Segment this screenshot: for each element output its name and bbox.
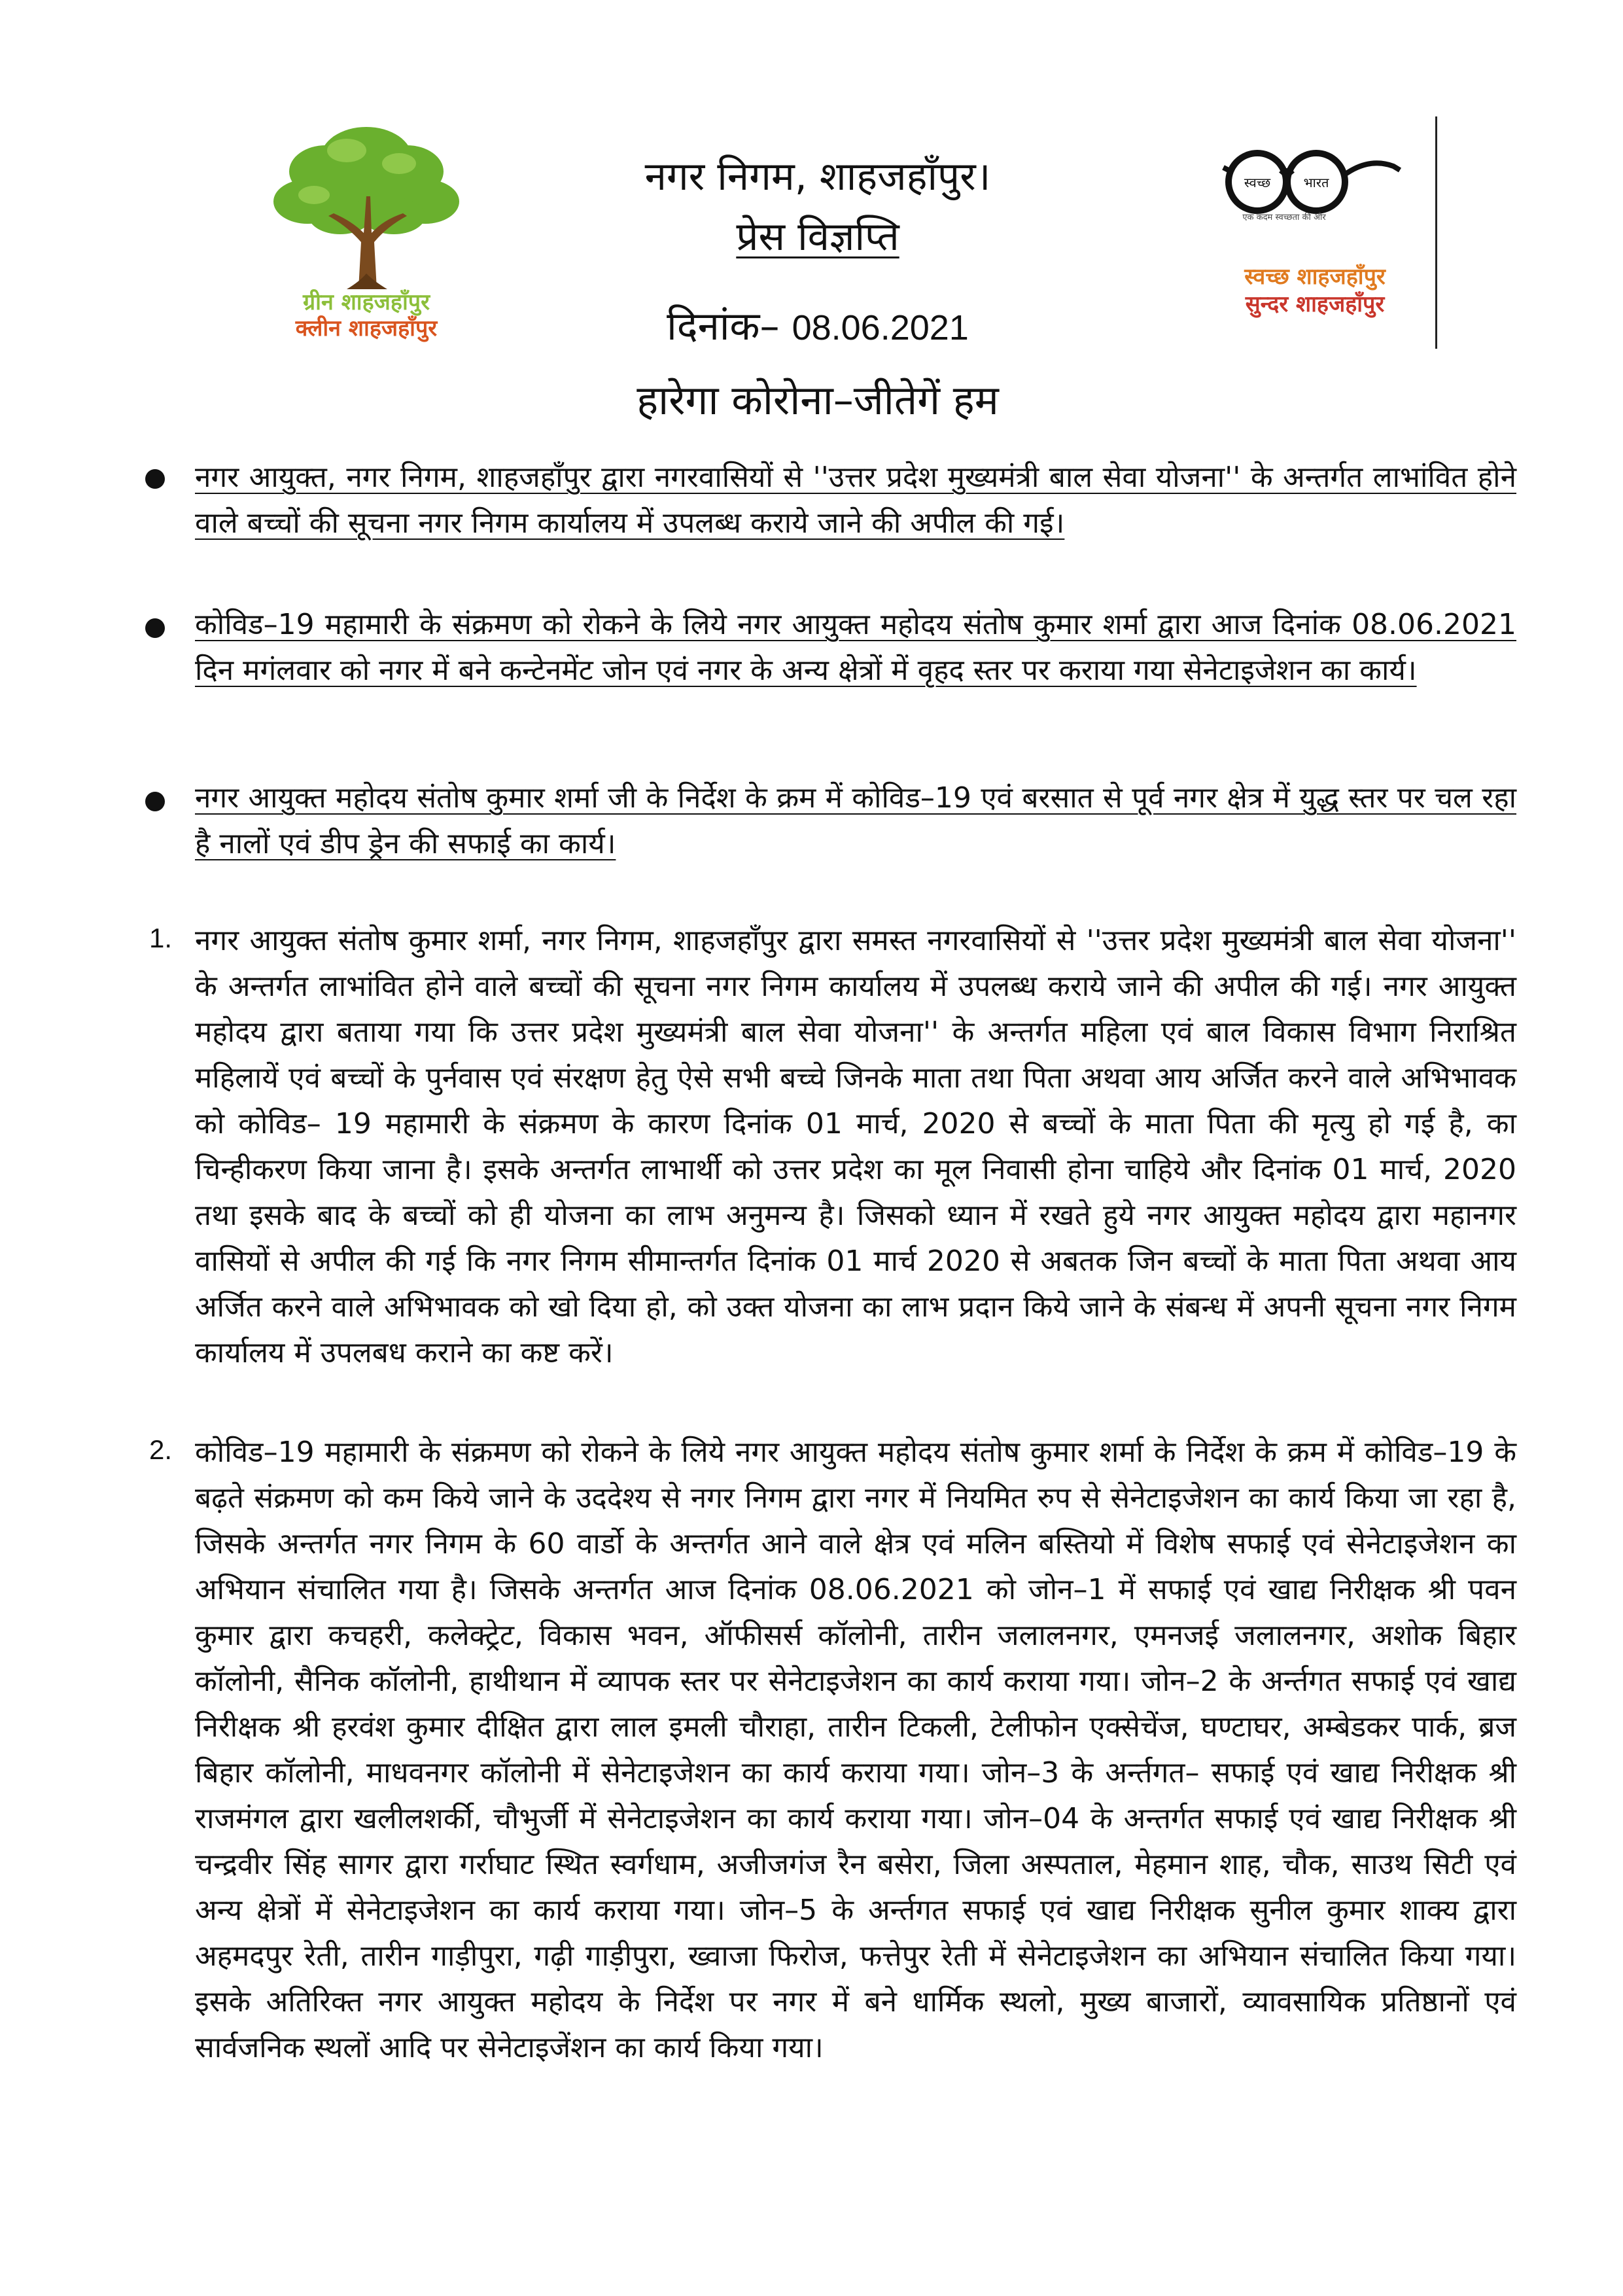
section-1-text: नगर आयुक्त संतोष कुमार शर्मा, नगर निगम, शाहजहाँपुर द्वारा समस्त नगरवासियों से ''उत्तर प्रदेश मुख्यमंत्री बाल सेवा योजना'' के अन्तर्गत लाभांवित होने वाले बच्चों की सूचना नगर निगम कार्यालय में उपलब्ध कराये जाने की अपील की गई। नगर आयुक्त महोदय द्वारा बताया गया कि उत्तर प्रदेश मुख्यमंत्री बाल सेवा योजना'' के अन्तर्गत महिला एवं बाल विकास विभाग निराश्रित महिलायें एवं बच्चों के पुर्नवास एवं संरक्षण हेतु ऐसे सभी बच्चे जिनके माता तथा पिता अथवा आय अर्जित करने वाले अभिभावक को कोविड– 19 महामारी के संक्रमण के कारण दिनांक 01 मार्च, 2020 से बच्चों के माता पिता की मृत्यु हो गई है, का चिन्हीकरण किया जाना है। इसके अन्तर्गत लाभार्थी को उत्तर प्रदेश का मूल निवासी होना चाहिये और दिनांक 01 मार्च, 2020 तथा इसके बाद के बच्चों को ही योजना का लाभ अनुमन्य है। जिसको ध्यान में रखते हुये नगर आयुक्त महोदय द्वारा महानगर वासियों से अपील की गई कि नगर निगम सीमान्तर्गत दिनांक 01 मार्च 2020 से अबतक जिन बच्चों के माता पिता अथवा आय अर्जित करने वाले अभिभावक को खो दिया हो, को उक्त योजना का लाभ प्रदान किये जाने के संबन्ध में अपनी सूचना नगर निगम कार्यालय में उपलबध कराने का कष्ट करें। bbox=[195, 924, 1516, 1369]
swachh-bharat-logo bbox=[1217, 137, 1413, 347]
right-logo-caption-2: सुन्दर शाहजहाँपुर bbox=[1245, 291, 1385, 317]
slogan: हारेगा कोरोना–जीतेगें हम bbox=[637, 376, 999, 424]
highlight-3: नगर आयुक्त महोदय संतोष कुमार शर्मा जी के निर्देश के क्रम में कोविड–19 एवं बरसात से पूर्व नगर क्षेत्र में युद्ध स्तर पर चल रहा है नालों एवं डीप ड्रेन की सफाई का कार्य। bbox=[195, 781, 1516, 860]
green-shahjahanpur-logo bbox=[255, 118, 478, 353]
header-divider bbox=[1435, 116, 1437, 349]
section-1-number: 1. bbox=[149, 923, 173, 953]
bullet-icon bbox=[145, 469, 165, 489]
bullet-icon bbox=[145, 618, 165, 638]
section-2-text: कोविड–19 महामारी के संक्रमण को रोकने के लिये नगर आयुक्त महोदय संतोष कुमार शर्मा के निर्देश के क्रम में कोविड–19 के बढ़ते संक्रमण को कम किये जाने के उददेश्य से नगर निगम द्वारा नगर में नियमित रुप से सेनेटाइजेशन का कार्य किया जा रहा है, जिसके अन्तर्गत नगर निगम के 60 वार्डो के अन्तर्गत आने वाले क्षेत्र एवं मलिन बस्तियो में विशेष सफाई एवं सेनेटाइजेशन का अभियान संचालित गया है। जिसके अन्तर्गत आज दिनांक 08.06.2021 को जोन–1 में सफाई एवं खाद्य निरीक्षक श्री पवन कुमार द्वारा कचहरी, कलेक्ट्रेट, विकास भवन, ऑफीसर्स कॉलोनी, तारीन जलालनगर, एमनजई जलालनगर, अशोक बिहार कॉलोनी, सैनिक कॉलोनी, हाथीथान में व्यापक स्तर पर सेनेटाइजेशन का कार्य कराया गया। जोन–2 के अर्न्तगत सफाई एवं खाद्य निरीक्षक श्री हरवंश कुमार दीक्षित द्वारा लाल इमली चौराहा, तारीन टिकली, टेलीफोन एक्सेचेंज, घण्टाघर, अम्बेडकर पार्क, ब्रज बिहार कॉलोनी, माधवनगर कॉलोनी में सेनेटाइजेशन का कार्य कराया गया। जोन–3 के अर्न्तगत– सफाई एवं खाद्य निरीक्षक श्री राजमंगल द्वारा खलीलशर्की, चौभुर्जी में सेनेटाइजेशन का कार्य कराया गया। जोन–04 के अन्तर्गत सफाई एवं खाद्य निरीक्षक श्री चन्द्रवीर सिंह सागर द्वारा गर्राघाट स्थित स्वर्गधाम, अजीजगंज रैन बसेरा, जिला अस्पताल, मेहमान शाह, चौक, साउथ सिटी एवं अन्य क्षेत्रों में सेनेटाइजेशन का कार्य कराया गया। जोन–5 के अर्न्तगत सफाई एवं खाद्य निरीक्षक सुनील कुमार शाक्य द्वारा अहमदपुर रेती, तारीन गाड़ीपुरा, गढ़ी गाड़ीपुरा, ख्वाजा फिरोज, फत्तेपुर रेती में सेनेटाइजेशन का अभियान संचालित किया गया। इसके अतिरिक्त नगर आयुक्त महोदय के निर्देश पर नगर में बने धार्मिक स्थलो, मुख्य बाजारों, व्यावसायिक प्रतिष्ठानों एवं सार्वजनिक स्थलों आदि पर सेनेटाइजेंशन का कार्य किया गया। bbox=[195, 1436, 1516, 2064]
left-logo-caption-2: क्लीन शाहजहाँपुर bbox=[295, 315, 438, 342]
date-line bbox=[589, 298, 1047, 351]
left-logo-caption-1: ग्रीन शाहजहाँपुर bbox=[303, 289, 430, 315]
organization-title: नगर निगम, शाहजहाँपुर। bbox=[644, 154, 991, 200]
section-2-number: 2. bbox=[149, 1434, 173, 1465]
date-value: 08.06.2021 bbox=[792, 308, 969, 347]
tree-icon bbox=[268, 118, 464, 291]
right-logo-caption-1: स्वच्छ शाहजहाँपुर bbox=[1244, 264, 1386, 290]
bullet-icon bbox=[145, 792, 165, 811]
bharat-text: भारत bbox=[1303, 175, 1329, 190]
document-type: प्रेस विज्ञप्ति bbox=[736, 214, 899, 260]
swachh-text: स्वच्छ bbox=[1244, 175, 1271, 190]
date-label: दिनांक– bbox=[667, 304, 780, 349]
highlight-1: नगर आयुक्त, नगर निगम, शाहजहाँपुर द्वारा नगरवासियों से ''उत्तर प्रदेश मुख्यमंत्री बाल सेवा योजना'' के अन्तर्गत लाभांवित होने वाले बच्चों की सूचना नगर निगम कार्यालय में उपलब्ध कराये जाने की अपील की गई। bbox=[195, 461, 1516, 540]
highlight-2: कोविड–19 महामारी के संक्रमण को रोकने के लिये नगर आयुक्त महोदय संतोष कुमार शर्मा द्वारा आज दिनांक 08.06.2021 दिन मगंलवार को नगर में बने कन्टेनमेंट जोन एवं नगर के अन्य क्षेत्रों में वृहद स्तर पर कराया गया सेनेटाइजेशन का कार्य। bbox=[195, 608, 1516, 687]
right-logo-tagline: एक कदम स्वच्छता की ओर bbox=[1242, 213, 1326, 222]
